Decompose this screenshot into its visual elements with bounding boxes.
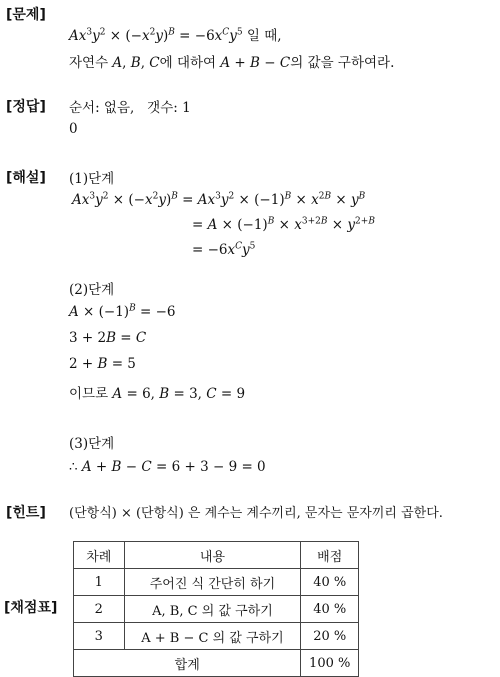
solution-step2-eq3: 2 + B = 5	[69, 356, 136, 372]
answer-meta	[69, 96, 191, 116]
rubric-header-score: 배점	[301, 542, 359, 569]
problem-equation: $Ax^3y^2 \times (-x^2y)^B = -6x^Cy^5$ 일 때,	[69, 27, 282, 44]
hint-text: (단항식) × (단항식) 은 계수는 계수끼리, 문자는 문자끼리 곱한다.	[69, 506, 443, 521]
rubric-score: 20 %	[301, 623, 359, 650]
solution-step2-eq1: $A \times (-1)^B = -6$	[69, 303, 176, 320]
solution-step2-eq2: 3 + 2B = C	[69, 330, 147, 346]
problem-line2: 자연수 A, B, C에 대하여 A + B − C의 값을 구하여라.	[69, 55, 395, 71]
answer-order: 순서: 없음,	[69, 100, 135, 116]
rubric-header-no: 차례	[74, 542, 125, 569]
problem-eq-tail: 일 때,	[246, 28, 282, 44]
hint-label: [힌트]	[6, 505, 46, 521]
solution-step3-title: (3)단계	[69, 436, 115, 452]
problem-line2-prefix: 자연수	[69, 55, 109, 71]
rubric-table	[73, 541, 359, 677]
solution-step1-line2: = $A \times (-1)^B \times x^{3+2B} \times y^{2+B}$	[192, 216, 375, 233]
rubric-score: 40 %	[301, 596, 359, 623]
solution-step2-result: 이므로 A = 6, B = 3, C = 9	[69, 386, 246, 402]
rubric-total-row	[74, 650, 359, 677]
table-row	[74, 623, 359, 650]
rubric-no: 3	[74, 623, 125, 650]
rubric-total-score: 100 %	[301, 650, 359, 677]
rubric-content: A, B, C 의 값 구하기	[124, 596, 301, 623]
problem-line2-mid: 에 대하여	[159, 55, 217, 71]
solution-step1-title: (1)단계	[69, 171, 115, 187]
rubric-header-content: 내용	[124, 542, 301, 569]
rubric-no: 2	[74, 596, 125, 623]
solution-label: [해설]	[6, 170, 46, 186]
answer-value: 0	[69, 121, 78, 137]
solution-step1-line1: $Ax^3y^2 \times (-x^2y)^B = Ax^3y^2 \times (-1)^B \times x^{2B} \times y^B$	[72, 191, 366, 208]
solution-step2-text: 이므로	[69, 386, 109, 402]
solution-step1-line3: = $-6x^Cy^5$	[192, 241, 256, 258]
therefore-symbol: ∴	[69, 459, 78, 475]
table-row	[74, 596, 359, 623]
rubric-score: 40 %	[301, 569, 359, 596]
rubric-content: A + B − C 의 값 구하기	[124, 623, 301, 650]
solution-step2-title: (2)단계	[69, 282, 115, 298]
rubric-content: 주어진 식 간단히 하기	[124, 569, 301, 596]
table-row	[74, 569, 359, 596]
rubric-header-row	[74, 542, 359, 569]
rubric-total-label: 합계	[74, 650, 301, 677]
problem-label: [문제]	[6, 7, 46, 23]
solution-step3-result: ∴ A + B − C = 6 + 3 − 9 = 0	[69, 459, 266, 475]
rubric-label: [채점표]	[4, 600, 58, 616]
rubric-no: 1	[74, 569, 125, 596]
answer-count: 갯수: 1	[147, 100, 191, 116]
answer-label: [정답]	[6, 99, 46, 115]
problem-line2-end: 의 값을 구하여라.	[290, 55, 395, 71]
